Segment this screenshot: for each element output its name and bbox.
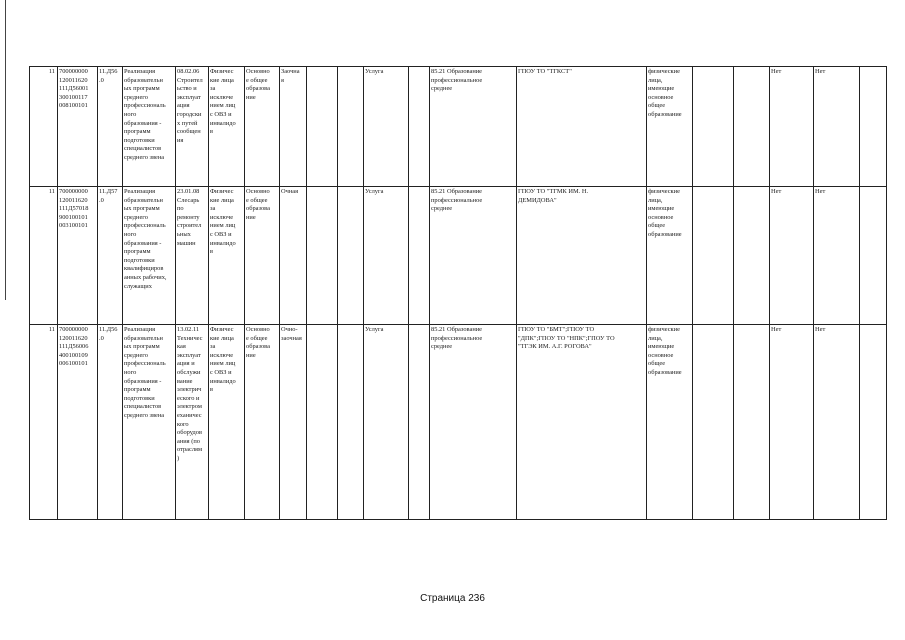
table-row xyxy=(30,325,887,520)
flag-no: Нет xyxy=(770,187,814,325)
scan-edge-line xyxy=(5,0,6,300)
service-subcode: 11.Д56 .0 xyxy=(98,67,123,187)
institution-name: ГПОУ ТО "ТГКСТ" xyxy=(517,67,647,187)
row-number: 11 xyxy=(30,187,58,325)
row-number: 11 xyxy=(30,67,58,187)
empty-cell xyxy=(307,325,338,520)
services-table xyxy=(29,66,887,520)
service-type: Услуга xyxy=(364,187,409,325)
consumers: физические лица, имеющие основное общее образование xyxy=(647,187,693,325)
empty-cell xyxy=(734,187,770,325)
consumer-category: Физичес кие лица за исключе нием лиц с ОВЗ и инвалидо в xyxy=(209,187,245,325)
institution-name: ГПОУ ТО "БМТ";ГПОУ ТО "ДПК";ГПОУ ТО "НПК";ГПОУ ТО "ТГЭК ИМ. А.Г. РОГОВА" xyxy=(517,325,647,520)
study-form: Заочна я xyxy=(280,67,307,187)
table-row xyxy=(30,187,887,325)
service-name: Реализация образовательн ых программ среднего профессиональ ного образования - программ подготовки специалистов среднего звена xyxy=(123,325,176,520)
row-number: 11 xyxy=(30,325,58,520)
service-subcode: 11.Д57 .0 xyxy=(98,187,123,325)
empty-cell xyxy=(693,325,734,520)
education-level: Основно е общее образова ние xyxy=(245,67,280,187)
empty-cell xyxy=(734,325,770,520)
consumer-category: Физичес кие лица за исключе нием лиц с ОВЗ и инвалидо в xyxy=(209,67,245,187)
empty-cell xyxy=(307,67,338,187)
okved-code: 85.21 Образование профессиональное среднее xyxy=(430,187,517,325)
empty-cell xyxy=(409,67,430,187)
flag-no: Нет xyxy=(814,67,860,187)
empty-cell xyxy=(307,187,338,325)
okved-code: 85.21 Образование профессиональное среднее xyxy=(430,67,517,187)
service-name: Реализация образовательн ых программ среднего профессиональ ного образования - программ подготовки специалистов среднего звена xyxy=(123,67,176,187)
education-level: Основно е общее образова ние xyxy=(245,187,280,325)
study-form: Очно- заочная xyxy=(280,325,307,520)
specialty: 23.01.08 Слесарь по ремонту строител ьных машин xyxy=(176,187,209,325)
flag-no: Нет xyxy=(770,67,814,187)
empty-cell xyxy=(338,67,364,187)
okved-code: 85.21 Образование профессиональное среднее xyxy=(430,325,517,520)
flag-no: Нет xyxy=(814,325,860,520)
service-type: Услуга xyxy=(364,67,409,187)
service-type: Услуга xyxy=(364,325,409,520)
empty-cell xyxy=(860,325,887,520)
service-name: Реализация образовательн ых программ среднего профессиональ ного образования - программ подготовки квалифициров анных рабочих, служащих xyxy=(123,187,176,325)
empty-cell xyxy=(693,67,734,187)
empty-cell xyxy=(860,67,887,187)
empty-cell xyxy=(734,67,770,187)
specialty: 08.02.06 Строител ьство и эксплуат ация городски х путей сообщен ия xyxy=(176,67,209,187)
empty-cell xyxy=(409,325,430,520)
service-subcode: 11.Д56 .0 xyxy=(98,325,123,520)
flag-no: Нет xyxy=(814,187,860,325)
table-row xyxy=(30,67,887,187)
empty-cell xyxy=(338,187,364,325)
flag-no: Нет xyxy=(770,325,814,520)
registry-code: 700000000 120011620 111Д57018 900100101 003100101 xyxy=(58,187,98,325)
empty-cell xyxy=(338,325,364,520)
specialty: 13.02.11 Техничес кая эксплуат ация и обслужи вание электрич еского и электром еханичес кого оборудов ания (по отраслям ) xyxy=(176,325,209,520)
registry-code: 700000000 120011620 111Д56006 400100109 006100101 xyxy=(58,325,98,520)
education-level: Основно е общее образова ние xyxy=(245,325,280,520)
empty-cell xyxy=(860,187,887,325)
study-form: Очная xyxy=(280,187,307,325)
page-number: Страница 236 xyxy=(420,593,485,604)
institution-name: ГПОУ ТО "ТГМК ИМ. Н. ДЕМИДОВА" xyxy=(517,187,647,325)
registry-code: 700000000 120011620 111Д56001 300100117 008100101 xyxy=(58,67,98,187)
consumer-category: Физичес кие лица за исключе нием лиц с ОВЗ и инвалидо в xyxy=(209,325,245,520)
consumers: физические лица, имеющие основное общее образование xyxy=(647,325,693,520)
empty-cell xyxy=(409,187,430,325)
empty-cell xyxy=(693,187,734,325)
consumers: физические лица, имеющие основное общее образование xyxy=(647,67,693,187)
